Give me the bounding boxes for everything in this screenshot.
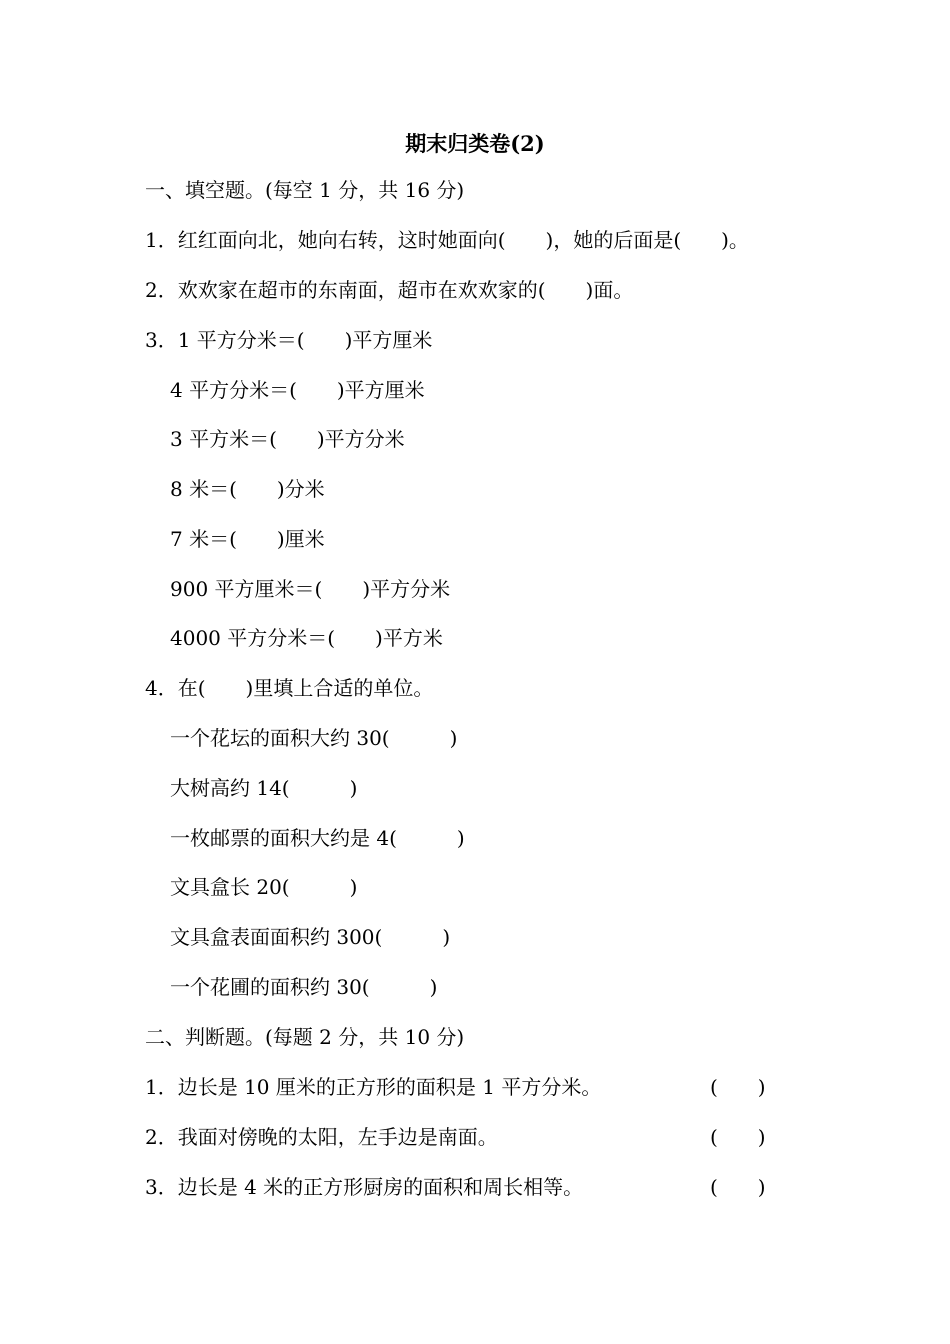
question-1-4-item: 一个花圃的面积约 30( ) <box>170 975 438 999</box>
section1-heading: 一、填空题。(每空 1 分，共 16 分) <box>145 178 465 202</box>
question-1-3-item: 7 米＝( )厘米 <box>170 527 325 551</box>
question-1-3-item: 4000 平方分米＝( )平方米 <box>170 626 443 650</box>
judgment-3-text: 3．边长是 4 米的正方形厨房的面积和周长相等。 <box>145 1175 584 1199</box>
question-1-4-item: 一枚邮票的面积大约是 4( ) <box>170 826 465 850</box>
question-1-4-item: 文具盒表面面积约 300( ) <box>170 925 451 949</box>
judgment-1-text: 1．边长是 10 厘米的正方形的面积是 1 平方分米。 <box>145 1075 602 1099</box>
question-1-4: 4．在( )里填上合适的单位。 <box>145 676 434 700</box>
section2-heading: 二、判断题。(每题 2 分，共 10 分) <box>145 1025 465 1049</box>
question-1-1: 1．红红面向北，她向右转，这时她面向( )，她的后面是( )。 <box>145 228 749 252</box>
judgment-2-answer-blank: ( ) <box>710 1125 766 1149</box>
judgment-3-answer-blank: ( ) <box>710 1175 766 1199</box>
judgment-2-text: 2．我面对傍晚的太阳，左手边是南面。 <box>145 1125 498 1149</box>
question-1-4-item: 文具盒长 20( ) <box>170 875 358 899</box>
question-1-2: 2．欢欢家在超市的东南面，超市在欢欢家的( )面。 <box>145 278 634 302</box>
question-1-4-item: 一个花坛的面积大约 30( ) <box>170 726 458 750</box>
page-title: 期末归类卷(2) <box>405 131 545 156</box>
question-1-3-item: 3 平方米＝( )平方分米 <box>170 427 405 451</box>
question-1-3-item: 900 平方厘米＝( )平方分米 <box>170 577 451 601</box>
question-1-3: 3．1 平方分米＝( )平方厘米 <box>145 328 433 352</box>
question-1-3-item: 4 平方分米＝( )平方厘米 <box>170 378 425 402</box>
judgment-1-answer-blank: ( ) <box>710 1075 766 1099</box>
question-1-4-item: 大树高约 14( ) <box>170 776 358 800</box>
question-1-3-item: 8 米＝( )分米 <box>170 477 325 501</box>
